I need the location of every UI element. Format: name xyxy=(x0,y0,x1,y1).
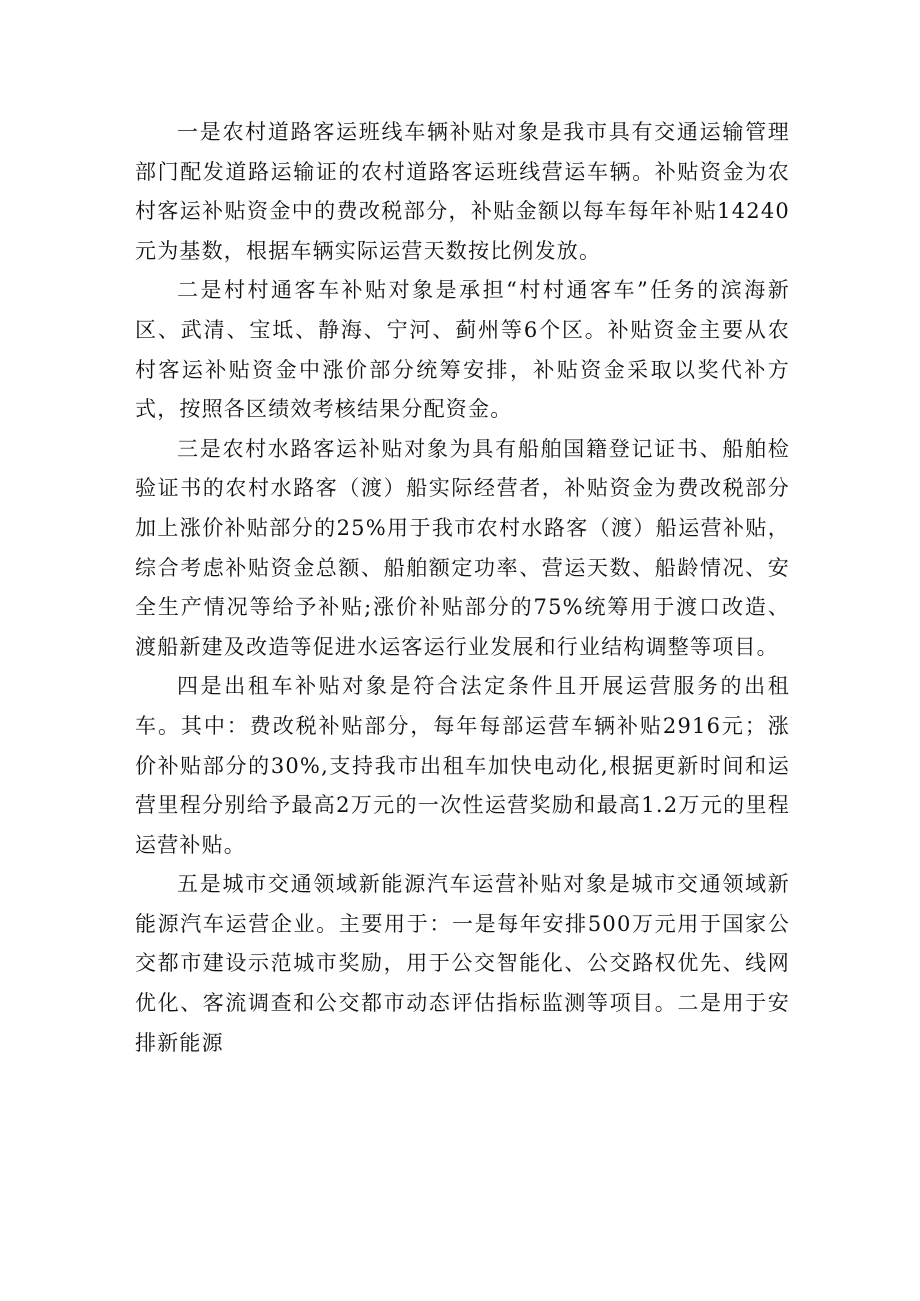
paragraph-rural-waterway-subsidy: 三是农村水路客运补贴对象为具有船舶国籍登记证书、船舶检验证书的农村水路客（渡）船实际经营者，补贴资金为费改税部分加上涨价补贴部分的25%用于我市农村水路客（渡）船运营补贴，综合考虑补贴资金总额、船舶额定功率、营运天数、船龄情况、安全生产情况等给予补贴;涨价补贴部分的75%统筹用于渡口改造、渡船新建及改造等促进水运客运行业发展和行业结构调整等项目。 xyxy=(135,436,790,659)
paragraph-new-energy-subsidy: 五是城市交通领域新能源汽车运营补贴对象是城市交通领域新能源汽车运营企业。主要用于：一是每年安排500万元用于国家公交都市建设示范城市奖励，用于公交智能化、公交路权优先、线网优化、客流调查和公交都市动态评估指标监测等项目。二是用于安排新能源 xyxy=(135,872,790,1055)
paragraph-taxi-subsidy: 四是出租车补贴对象是符合法定条件且开展运营服务的出租车。其中：费改税补贴部分，每年每部运营车辆补贴2916元；涨价补贴部分的30%,支持我市出租车加快电动化,根据更新时间和运营里程分别给予最高2万元的一次性运营奖励和最高1.2万元的里程运营补贴。 xyxy=(135,674,790,857)
document-body xyxy=(135,113,790,1063)
paragraph-rural-bus-subsidy: 一是农村道路客运班线车辆补贴对象是我市具有交通运输管理部门配发道路运输证的农村道路客运班线营运车辆。补贴资金为农村客运补贴资金中的费改税部分，补贴金额以每车每年补贴14240元为基数，根据车辆实际运营天数按比例发放。 xyxy=(135,120,790,263)
paragraph-village-bus-subsidy: 二是村村通客车补贴对象是承担“村村通客车”任务的滨海新区、武清、宝坻、静海、宁河、蓟州等6个区。补贴资金主要从农村客运补贴资金中涨价部分统筹安排，补贴资金采取以奖代补方式，按照各区绩效考核结果分配资金。 xyxy=(135,278,790,422)
